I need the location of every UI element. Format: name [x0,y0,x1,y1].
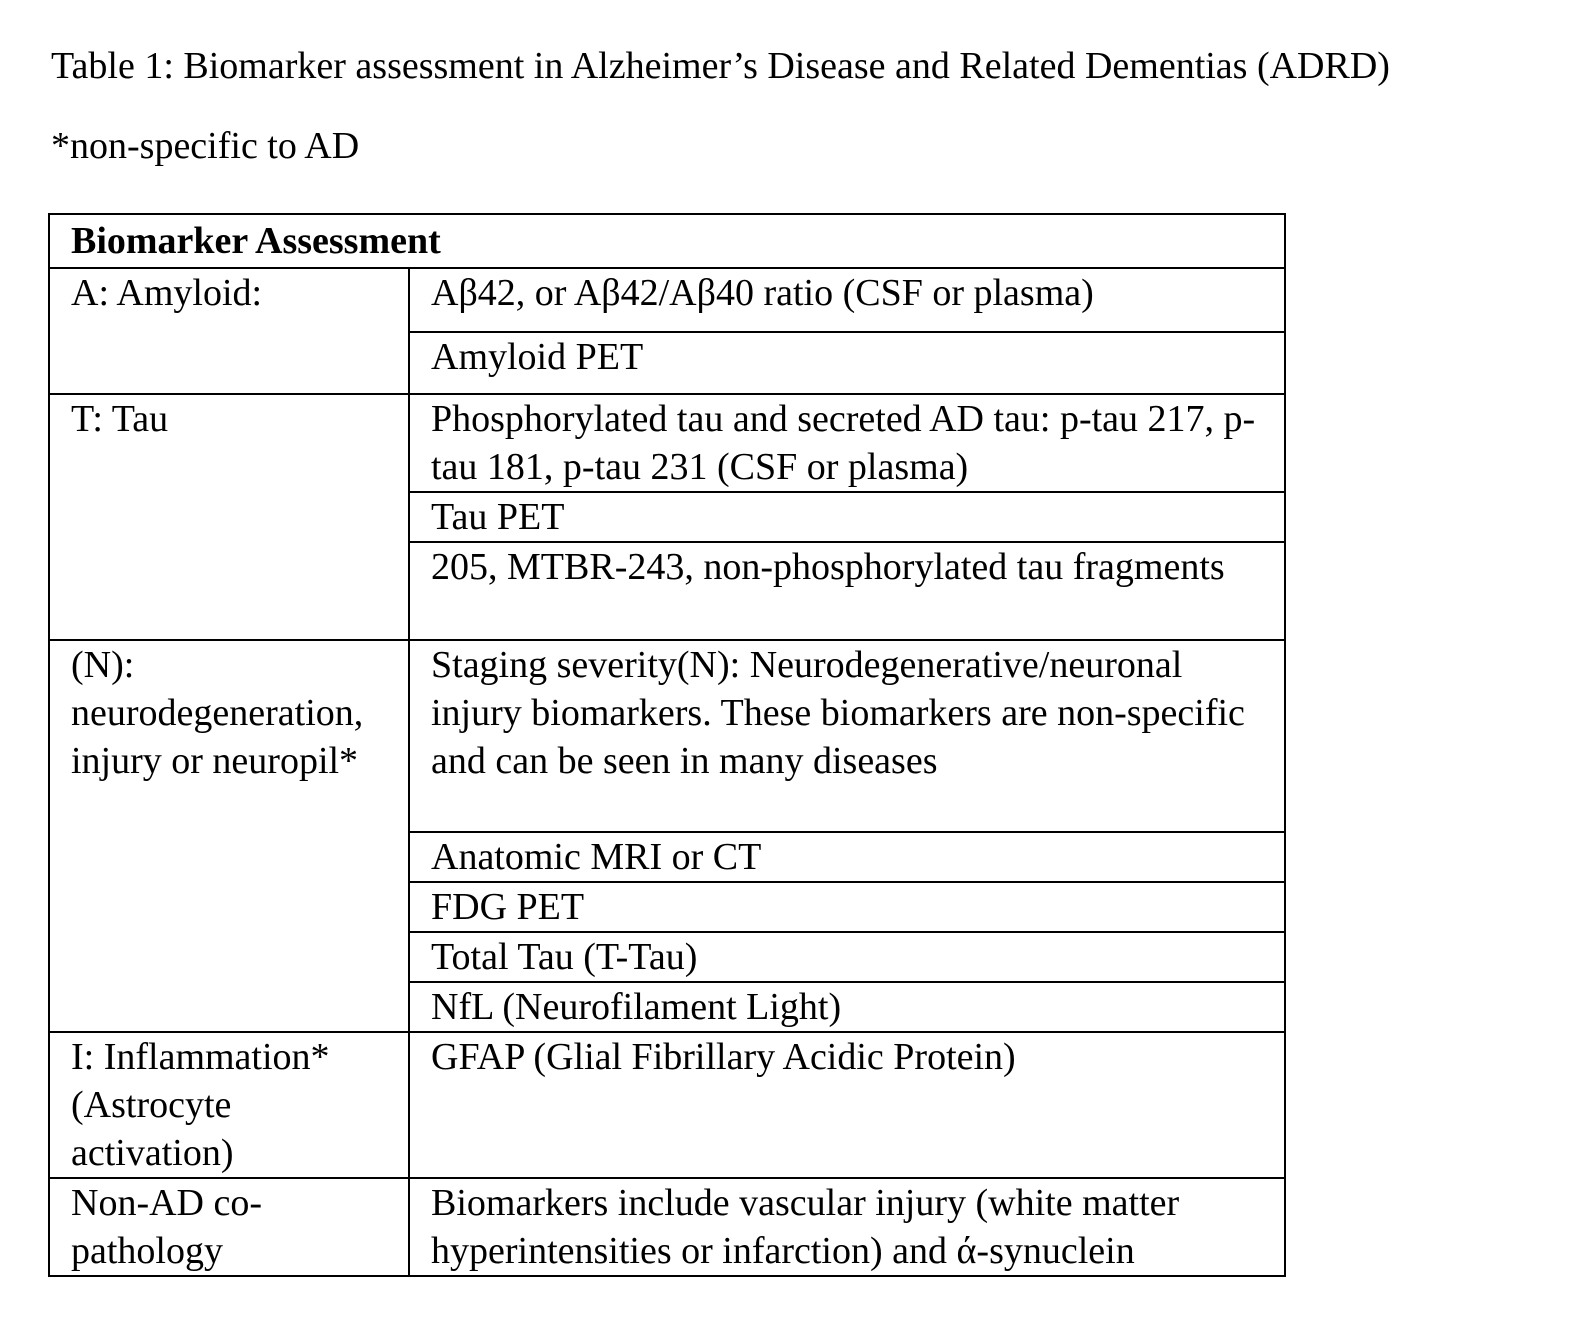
category-line: neurodegeneration, [71,692,364,734]
category-inflammation [49,1032,409,1178]
biomarker-item: NfL (Neurofilament Light) [409,982,1285,1032]
table-caption: Table 1: Biomarker assessment in Alzheimer’s Disease and Related Dementias (ADRD) [51,45,1390,87]
table-row [49,1032,1285,1178]
table-row [49,640,1285,832]
biomarker-item: Staging severity(N): Neurodegenerative/neuronal injury biomarkers. These biomarkers are non-specific and can be seen in many diseases [409,640,1285,832]
category-line: injury or neuropil* [71,740,359,782]
biomarker-table [48,213,1286,1277]
category-line: pathology [71,1230,223,1272]
category-amyloid: A: Amyloid: [49,268,409,394]
table-header-row [49,214,1285,268]
table-header: Biomarker Assessment [49,214,1285,268]
biomarker-item: FDG PET [409,882,1285,932]
biomarker-item: Anatomic MRI or CT [409,832,1285,882]
category-line: (N): [71,644,135,686]
category-line: (Astrocyte [71,1084,232,1126]
biomarker-item: 205, MTBR-243, non-phosphorylated tau fragments [409,542,1285,640]
table-row [49,394,1285,492]
footnote-non-specific: *non-specific to AD [51,125,360,167]
category-tau: T: Tau [49,394,409,640]
table-row [49,268,1285,332]
biomarker-item: Amyloid PET [409,332,1285,394]
table-row [49,1178,1285,1276]
biomarker-item: GFAP (Glial Fibrillary Acidic Protein) [409,1032,1285,1178]
biomarker-item: Aβ42, or Aβ42/Aβ40 ratio (CSF or plasma) [409,268,1285,332]
biomarker-item: Phosphorylated tau and secreted AD tau: p-tau 217, p-tau 181, p-tau 231 (CSF or plasma) [409,394,1285,492]
category-line: activation) [71,1132,234,1174]
category-neurodegeneration [49,640,409,1032]
category-line: Non-AD co- [71,1182,263,1224]
biomarker-item: Tau PET [409,492,1285,542]
biomarker-item: Total Tau (T-Tau) [409,932,1285,982]
biomarker-item: Biomarkers include vascular injury (white matter hyperintensities or infarction) and ά-synuclein [409,1178,1285,1276]
category-non-ad-copathology [49,1178,409,1276]
category-line: I: Inflammation* [71,1036,330,1078]
